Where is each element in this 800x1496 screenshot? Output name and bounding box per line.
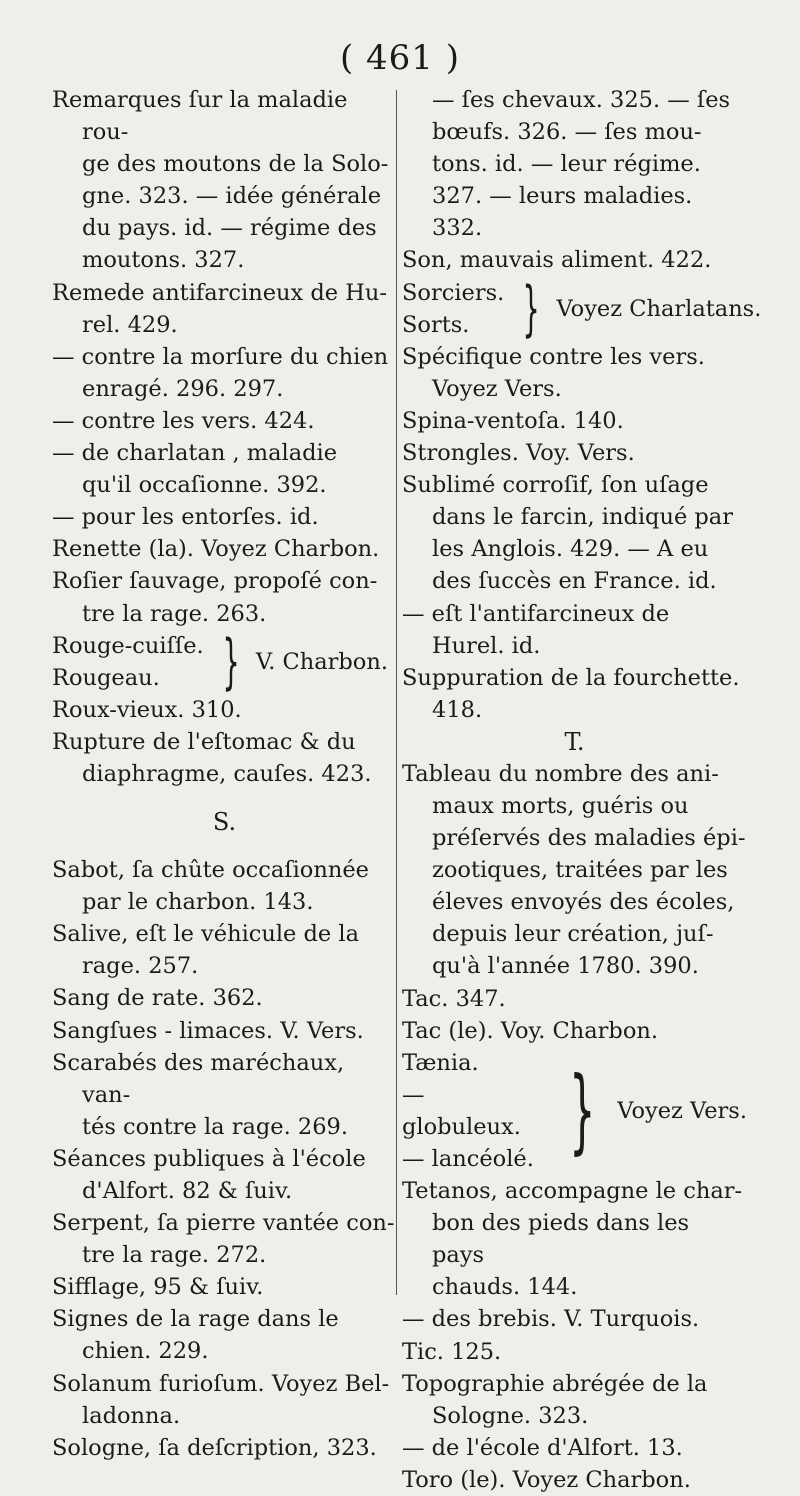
index-entry: — eſt l'antifarcineux de Hurel. id. bbox=[402, 600, 670, 659]
page-number: ( 461 ) bbox=[339, 38, 461, 78]
section-letter-t: T. bbox=[564, 727, 585, 756]
index-entry: Signes de la rage dans le chien. 229. bbox=[52, 1306, 339, 1365]
index-entry: Roux-vieux. 310. bbox=[52, 696, 242, 723]
index-entry: Salive, eſt le véhicule de la rage. 257. bbox=[52, 921, 360, 980]
index-entry: Toro (le). Voyez Charbon. bbox=[402, 1466, 691, 1493]
brace-name: Sorts. bbox=[402, 311, 470, 338]
brace-name: — lancéolé. bbox=[402, 1146, 534, 1172]
index-entry: Roſier ſauvage, propoſé con- tre la rage. 263. bbox=[52, 568, 378, 627]
brace-name: Sorciers. bbox=[402, 279, 505, 306]
index-entry: — pour les entorſes. id. bbox=[52, 504, 319, 531]
index-entry: Tic. 125. bbox=[402, 1338, 502, 1365]
index-entry: Sabot, ſa chûte occaſionnée par le charbon. 143. bbox=[52, 857, 369, 916]
index-entry: — des brebis. V. Turquois. bbox=[402, 1306, 700, 1333]
index-entry: Séances publiques à l'école d'Alfort. 82 & ſuiv. bbox=[52, 1145, 366, 1204]
index-entry: Spina-ventoſa. 140. bbox=[402, 407, 624, 434]
brace-name: Rougeau. bbox=[52, 664, 160, 691]
column-divider bbox=[396, 90, 397, 1295]
index-entry: — de l'école d'Alfort. 13. bbox=[402, 1434, 683, 1461]
brace-target: Voyez Charlatans. bbox=[556, 295, 762, 322]
index-column-right bbox=[402, 84, 762, 1496]
index-column-left bbox=[52, 84, 397, 1464]
index-entry: Remarques ſur la maladie rou- ge des moutons de la Solo- gne. 323. — idée générale du pays. id. — régime des moutons. 327. bbox=[52, 87, 389, 274]
index-entry: Renette (la). Voyez Charbon. bbox=[52, 536, 380, 563]
brace-icon: } bbox=[522, 273, 540, 344]
index-entry: Tableau du nombre des ani- maux morts, guéris ou préſervés des maladies épi- zootiques, traitées par les éleves envoyés des écoles, depuis leur création, juſ- qu'à l'année 1780. 390. bbox=[402, 760, 746, 980]
index-entry: Tac. 347. bbox=[402, 985, 506, 1012]
brace-icon: } bbox=[568, 1056, 596, 1164]
index-entry: Rupture de l'eſtomac & du diaphragme, cauſes. 423. bbox=[52, 728, 372, 787]
brace-entry bbox=[402, 1047, 747, 1175]
index-entry: Suppuration de la fourchette. 418. bbox=[402, 664, 740, 723]
brace-target: Voyez Vers. bbox=[617, 1097, 747, 1124]
brace-entry bbox=[52, 626, 397, 697]
index-entry: Sublimé corroſif, ſon uſage dans le farcin, indiqué par les Anglois. 429. — A eu des ſuccès en France. id. bbox=[402, 472, 733, 595]
index-entry: Spécifique contre les vers. Voyez Vers. bbox=[402, 343, 705, 402]
brace-entry bbox=[402, 273, 762, 344]
index-entry: Sangſues - limaces. V. Vers. bbox=[52, 1017, 364, 1044]
index-entry: Sang de rate. 362. bbox=[52, 985, 263, 1012]
index-entry: — contre les vers. 424. bbox=[52, 407, 315, 434]
brace-name: Tænia. bbox=[402, 1049, 479, 1076]
brace-name: — globuleux. bbox=[402, 1081, 521, 1140]
index-entry: — de charlatan , maladie qu'il occaſionne. 392. bbox=[52, 440, 338, 499]
index-entry: Tetanos, accompagne le char- bon des pieds dans les pays chauds. 144. bbox=[402, 1178, 743, 1301]
index-entry: Tac (le). Voy. Charbon. bbox=[402, 1017, 659, 1044]
index-entry: Son, mauvais aliment. 422. bbox=[402, 247, 712, 274]
brace-icon: } bbox=[222, 626, 240, 697]
brace-name: Rouge-cuiſſe. bbox=[52, 632, 204, 659]
index-entry: Strongles. Voy. Vers. bbox=[402, 440, 635, 467]
index-entry: Sifflage, 95 & ſuiv. bbox=[52, 1274, 264, 1301]
index-entry: Serpent, ſa pierre vantée con- tre la rage. 272. bbox=[52, 1210, 395, 1269]
index-entry: — contre la morſure du chien enragé. 296. 297. bbox=[52, 343, 389, 402]
index-entry: — ſes chevaux. 325. — ſes bœufs. 326. — ſes mou- tons. id. — leur régime. 327. — leurs maladies. 332. bbox=[432, 87, 731, 242]
section-letter-s: S. bbox=[212, 808, 237, 837]
index-entry: Topographie abrégée de la Sologne. 323. bbox=[402, 1370, 708, 1429]
index-entry: Solanum furioſum. Voyez Bel- ladonna. bbox=[52, 1370, 390, 1429]
brace-target: V. Charbon. bbox=[255, 648, 388, 675]
index-entry: Sologne, ſa deſcription, 323. bbox=[52, 1434, 377, 1461]
index-entry: Remede antifarcineux de Hu- rel. 429. bbox=[52, 279, 387, 338]
index-entry: Scarabés des maréchaux, van- tés contre la rage. 269. bbox=[52, 1049, 349, 1140]
